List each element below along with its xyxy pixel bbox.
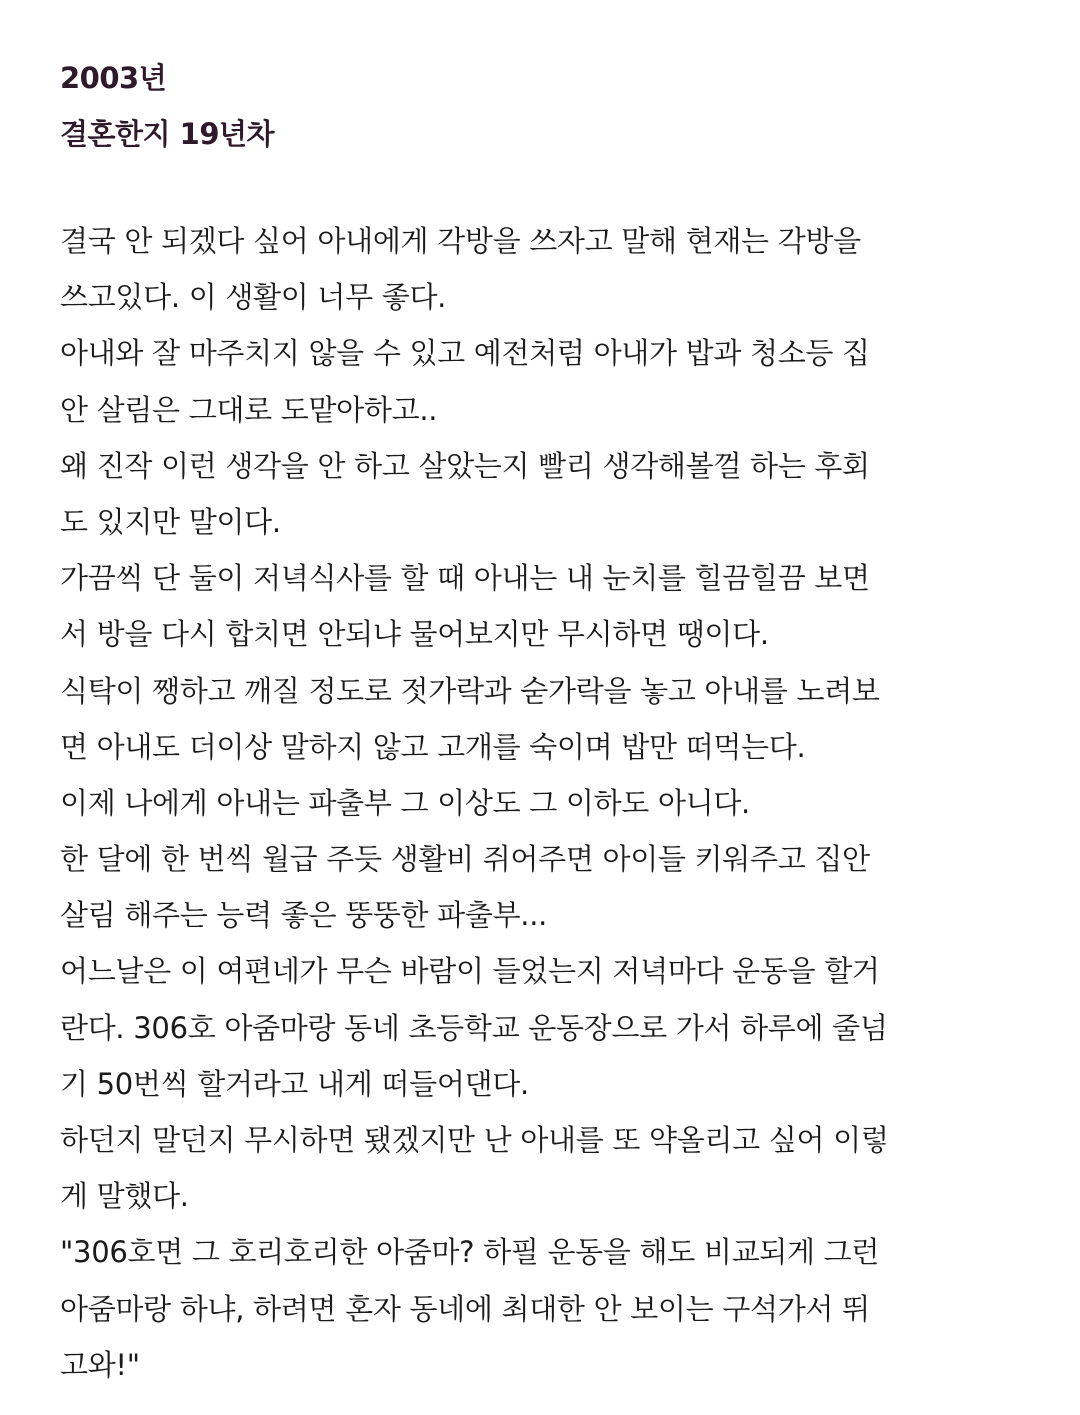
text-line: 안 살림은 그대로 도맡아하고.. [60, 392, 438, 427]
text-line: 한 달에 한 번씩 월급 주듯 생활비 쥐어주면 아이들 키워주고 집안 [60, 842, 870, 877]
text-line: 왜 진작 이런 생각을 안 하고 살았는지 빨리 생각해볼껄 하는 후회 [60, 448, 870, 483]
text-line: 아줌마랑 하냐, 하려면 혼자 동네에 최대한 안 보이는 구석가서 뛰 [60, 1291, 870, 1326]
text-line: 결국 안 되겠다 싶어 아내에게 각방을 쓰자고 말해 현재는 각방을 [60, 224, 861, 258]
text-line: 도 있지만 말이다. [60, 504, 281, 539]
text-line: 면 아내도 더이상 말하지 않고 고개를 숙이며 밥만 떠먹는다. [60, 729, 806, 764]
text-line: "306호면 그 호리호리한 아줌마? 하필 운동을 해도 비교되게 그런 [60, 1235, 880, 1270]
marriage-years-heading: 결혼한지 19년차 [60, 117, 275, 151]
text-line: 란다. 306호 아줌마랑 동네 초등학교 운동장으로 가서 하루에 줄넘 [60, 1010, 888, 1045]
text-line: 서 방을 다시 합치면 안되냐 물어보지만 무시하면 땡이다. [60, 617, 769, 652]
text-line: 이제 나에게 아내는 파출부 그 이상도 그 이하도 아니다. [60, 785, 750, 820]
text-line: 식탁이 쨍하고 깨질 정도로 젓가락과 숟가락을 놓고 아내를 노려보 [60, 673, 880, 708]
story-body [60, 213, 1040, 1393]
text-line: 게 말했다. [60, 1179, 189, 1214]
text-line: 하던지 말던지 무시하면 됐겠지만 난 아내를 또 약올리고 싶어 이렇 [60, 1123, 889, 1157]
text-line: 어느날은 이 여편네가 무슨 바람이 들었는지 저녁마다 운동을 할거 [60, 954, 880, 989]
year-heading: 2003년 [60, 61, 167, 95]
text-line: 고와!" [60, 1347, 140, 1382]
text-line: 살림 해주는 능력 좋은 뚱뚱한 파출부... [60, 898, 548, 933]
text-line: 가끔씩 단 둘이 저녁식사를 할 때 아내는 내 눈치를 힐끔힐끔 보면 [60, 561, 870, 596]
document-header [60, 50, 274, 162]
text-line: 기 50번씩 할거라고 내게 떠들어댄다. [60, 1066, 529, 1101]
text-line: 아내와 잘 마주치지 않을 수 있고 예전처럼 아내가 밥과 청소등 집 [60, 336, 870, 371]
text-line: 쓰고있다. 이 생활이 너무 좋다. [60, 280, 447, 315]
